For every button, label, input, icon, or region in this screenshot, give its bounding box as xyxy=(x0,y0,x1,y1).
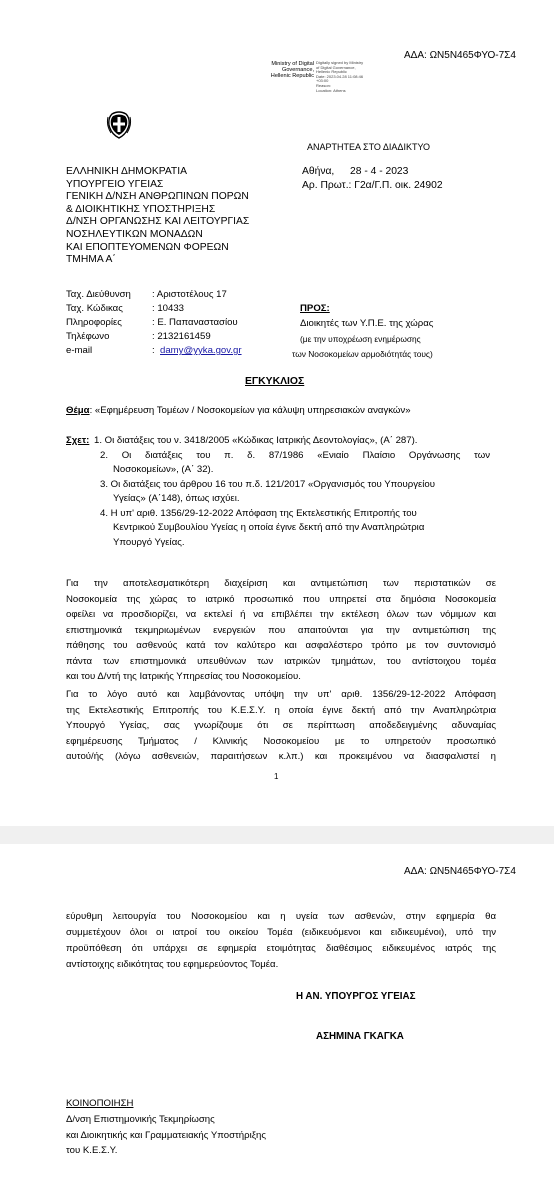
references-list xyxy=(94,435,490,551)
org-line: Δ/ΝΣΗ ΟΡΓΑΝΩΣΗΣ ΚΑΙ ΛΕΙΤΟΥΡΓΙΑΣ xyxy=(66,216,250,228)
subject-line xyxy=(66,405,411,417)
subject-text: : «Εφημέρευση Τομέων / Νοσοκομείων για κάλυψη υπηρεσιακών αναγκών» xyxy=(89,405,411,416)
reference-line: 3. Οι διατάξεις του άρθρου 16 του π.δ. 121/2017 «Οργανισμός του Υπουργείου xyxy=(100,478,435,490)
recipient-note: των Νοσοκομείων αρμοδιότητάς τους) xyxy=(292,349,433,359)
cc-line: Δ/νση Επιστημονικής Τεκμηρίωσης xyxy=(66,1114,215,1125)
paragraph-line: Για το λόγο αυτό και λαμβάνοντας υπόψη την υπ' αριθ. 1356/29-12-2022 Απόφαση xyxy=(66,689,496,700)
signer-title: Η ΑΝ. ΥΠΟΥΡΓΟΣ ΥΓΕΙΑΣ xyxy=(296,991,416,1002)
org-line: ΥΠΟΥΡΓΕΙΟ ΥΓΕΙΑΣ xyxy=(66,178,164,190)
greek-coat-of-arms-icon xyxy=(103,109,135,141)
reference-item xyxy=(94,508,490,552)
cc-line: του Κ.Ε.Σ.Υ. xyxy=(66,1145,118,1156)
paragraph-line: της Εκτελεστικής Επιτροπής του Κ.Ε.Σ.Υ. η οποία έγινε δεκτή από την Αναπληρώτρια xyxy=(66,704,496,716)
contact-label: Πληροφορίες xyxy=(66,317,122,328)
contact-value: : Ε. Παπαναστασίου xyxy=(152,317,238,328)
reference-line: 4. Η υπ' αριθ. 1356/29-12-2022 Απόφαση της Εκτελεστικής Επιτροπής του xyxy=(100,507,417,519)
document-date: 28 - 4 - 2023 xyxy=(350,166,409,177)
recipient-note: (με την υποχρέωση ενημέρωσης xyxy=(300,334,421,344)
signature-name-line: Governance, xyxy=(281,67,314,74)
reference-line: Κεντρικού Συμβουλίου Υγείας η οποία έγινε δεκτή από την Αναπληρώτρια xyxy=(113,522,425,533)
date-place: Αθήνα, xyxy=(302,166,335,177)
reference-line: Νοσοκομείων», (Α΄ 32). xyxy=(113,464,214,475)
org-line: ΚΑΙ ΕΠΟΠΤΕΥΟΜΕΝΩΝ ΦΟΡΕΩΝ xyxy=(66,241,229,253)
reference-item xyxy=(94,450,490,479)
recipient-line: Διοικητές των Υ.Π.Ε. της χώρας xyxy=(300,318,434,329)
org-line: ΕΛΛΗΝΙΚΗ ΔΗΜΟΚΡΑΤΙΑ xyxy=(66,166,187,177)
document-type: ΕΓΚΥΚΛΙΟΣ xyxy=(245,376,305,387)
body-paragraph-3 xyxy=(66,911,496,975)
org-line: ΤΜΗΜΑ Α΄ xyxy=(66,254,116,266)
org-line: & ΔΙΟΙΚΗΤΙΚΗΣ ΥΠΟΣΤΗΡΙΞΗΣ xyxy=(66,203,216,215)
contact-label: Τηλέφωνο xyxy=(66,331,110,342)
organization-header xyxy=(66,166,249,267)
contact-label: Ταχ. Διεύθυνση xyxy=(66,289,131,300)
paragraph-line: εφημέρευσης Τμήματος / Κλινικής Νοσοκομείου με το υπηρετούν προσωπικό xyxy=(66,735,496,747)
paragraph-line: και του Δ/ντή της Ιατρικής Υπηρεσίας του Νοσοκομείου. xyxy=(66,671,301,682)
ada-code: ΑΔΑ: ΩΝ5Ν465ΦΥΟ-7Σ4 xyxy=(404,866,516,877)
org-line: ΓΕΝΙΚΗ Δ/ΝΣΗ ΑΝΘΡΩΠΙΝΩΝ ΠΟΡΩΝ xyxy=(66,191,249,203)
subject-label: Θέμα xyxy=(66,405,90,416)
references-label: Σχετ: xyxy=(66,435,90,446)
paragraph-line: αυτού/ής (λόγω ασθενειών, παραιτήσεων κ.λπ.) και προκειμένου να διασφαλιστεί η xyxy=(66,751,496,762)
protocol-number: Αρ. Πρωτ.: Γ2α/Γ.Π. οικ. 24902 xyxy=(302,180,443,191)
signature-name-line: Hellenic Republic xyxy=(270,73,314,80)
org-line: ΝΟΣΗΛΕΥΤΙΚΩΝ ΜΟΝΑΔΩΝ xyxy=(66,228,203,240)
paragraph-line: προϋπόθεση ότι υπάρχει σε εφημερία ετοιμότητας διαθέσιμος ειδικευμένος ιατρός της xyxy=(66,943,496,954)
paragraph-line: πάθησης του ασθενούς κατά τον καλύτερο και ασφαλέστερο τρόπο με τον συντονισμό xyxy=(66,640,496,651)
posted-notice: ΑΝΑΡΤΗΤΕΑ ΣΤΟ ΔΙΑΔΙΚΤΥΟ xyxy=(307,142,430,152)
contact-label: e-mail xyxy=(66,345,93,356)
paragraph-line: εύρυθμη λειτουργία του Νοσοκομείου και η υγεία των ασθενών, στην εφημερία θα xyxy=(66,911,496,922)
signature-name-line: Ministry of Digital xyxy=(271,61,314,67)
recipient-heading: ΠΡΟΣ: xyxy=(300,303,330,314)
signer-name: ΑΣΗΜΙΝΑ ΓΚΑΓΚΑ xyxy=(316,1031,404,1042)
paragraph-line: συμμετέχουν όλοι οι ιατροί του οικείου Τομέα (ειδικευόμενοι και ειδικευμένοι), υπό την xyxy=(66,927,496,938)
reference-item xyxy=(94,479,490,508)
contact-value: : xyxy=(152,345,155,356)
contact-value: : 2132161459 xyxy=(152,331,211,342)
reference-item: 1. Οι διατάξεις του ν. 3418/2005 «Κώδικας Ιατρικής Δεοντολογίας», (Α΄ 287). xyxy=(94,435,418,446)
contact-value: : 10433 xyxy=(152,303,185,314)
body-paragraph-2 xyxy=(66,689,496,767)
contact-value: : Αριστοτέλους 17 xyxy=(152,289,227,300)
paragraph-line: οφείλει να προσδιορίζει, να εκτελεί ή να επιβλέπει την εκτέλεση όλων των νόμιμων και xyxy=(66,609,496,620)
cc-list xyxy=(66,1114,266,1161)
reference-line: 2. Οι διατάξεις του π. δ. 87/1986 «Ενιαίο Πλαίσιο Οργάνωσης των xyxy=(100,449,490,461)
email-link[interactable]: damy@yyka.gov.gr xyxy=(160,345,242,356)
paragraph-line: πάντα των επιστημονικά υπευθύνων των ιατρικών τμημάτων, του αντίστοιχου τομέα xyxy=(66,655,496,667)
paragraph-line: Νοσοκομεία της χώρας το ιατρικό προσωπικό που υπηρετεί στα δημόσια Νοσοκομεία xyxy=(66,593,496,605)
page-number: 1 xyxy=(274,772,279,781)
digital-signature-name xyxy=(252,61,314,80)
paragraph-line: Υπουργό Υγείας, σας γνωρίζουμε ότι σε περίπτωση αποδεδειγμένης αδυναμίας xyxy=(66,720,496,731)
cc-heading: ΚΟΙΝΟΠΟΙΗΣΗ xyxy=(66,1098,134,1109)
paragraph-line: επιστημονικά τεκμηριωμένων ενεργειών που απαιτούνται για την αντιμετώπιση της xyxy=(66,624,496,636)
contact-label: Ταχ. Κώδικας xyxy=(66,303,123,314)
cc-line: και Διοικητικής και Γραμματειακής Υποστήριξης xyxy=(66,1129,266,1141)
body-paragraph-1 xyxy=(66,578,496,687)
reference-line: Υγείας» (Α΄148), όπως ισχύει. xyxy=(113,493,240,504)
digital-signature-details: Digitally signed by Ministry of Digital Governance, Hellenic Republic Date: 2023.04.28 11:08:46 +03:00 Reason: Location: Athens xyxy=(316,60,364,93)
ada-code: ΑΔΑ: ΩΝ5Ν465ΦΥΟ-7Σ4 xyxy=(404,50,516,61)
paragraph-line: αντίστοιχης ειδικότητας του εφημερεύοντος Τομέα. xyxy=(66,959,279,970)
paragraph-line: Για την αποτελεσματικότερη διαχείριση και αντιμετώπιση των περιστατικών σε xyxy=(66,578,496,589)
reference-line: Υπουργό Υγείας. xyxy=(113,536,185,548)
page-separator xyxy=(0,826,554,844)
